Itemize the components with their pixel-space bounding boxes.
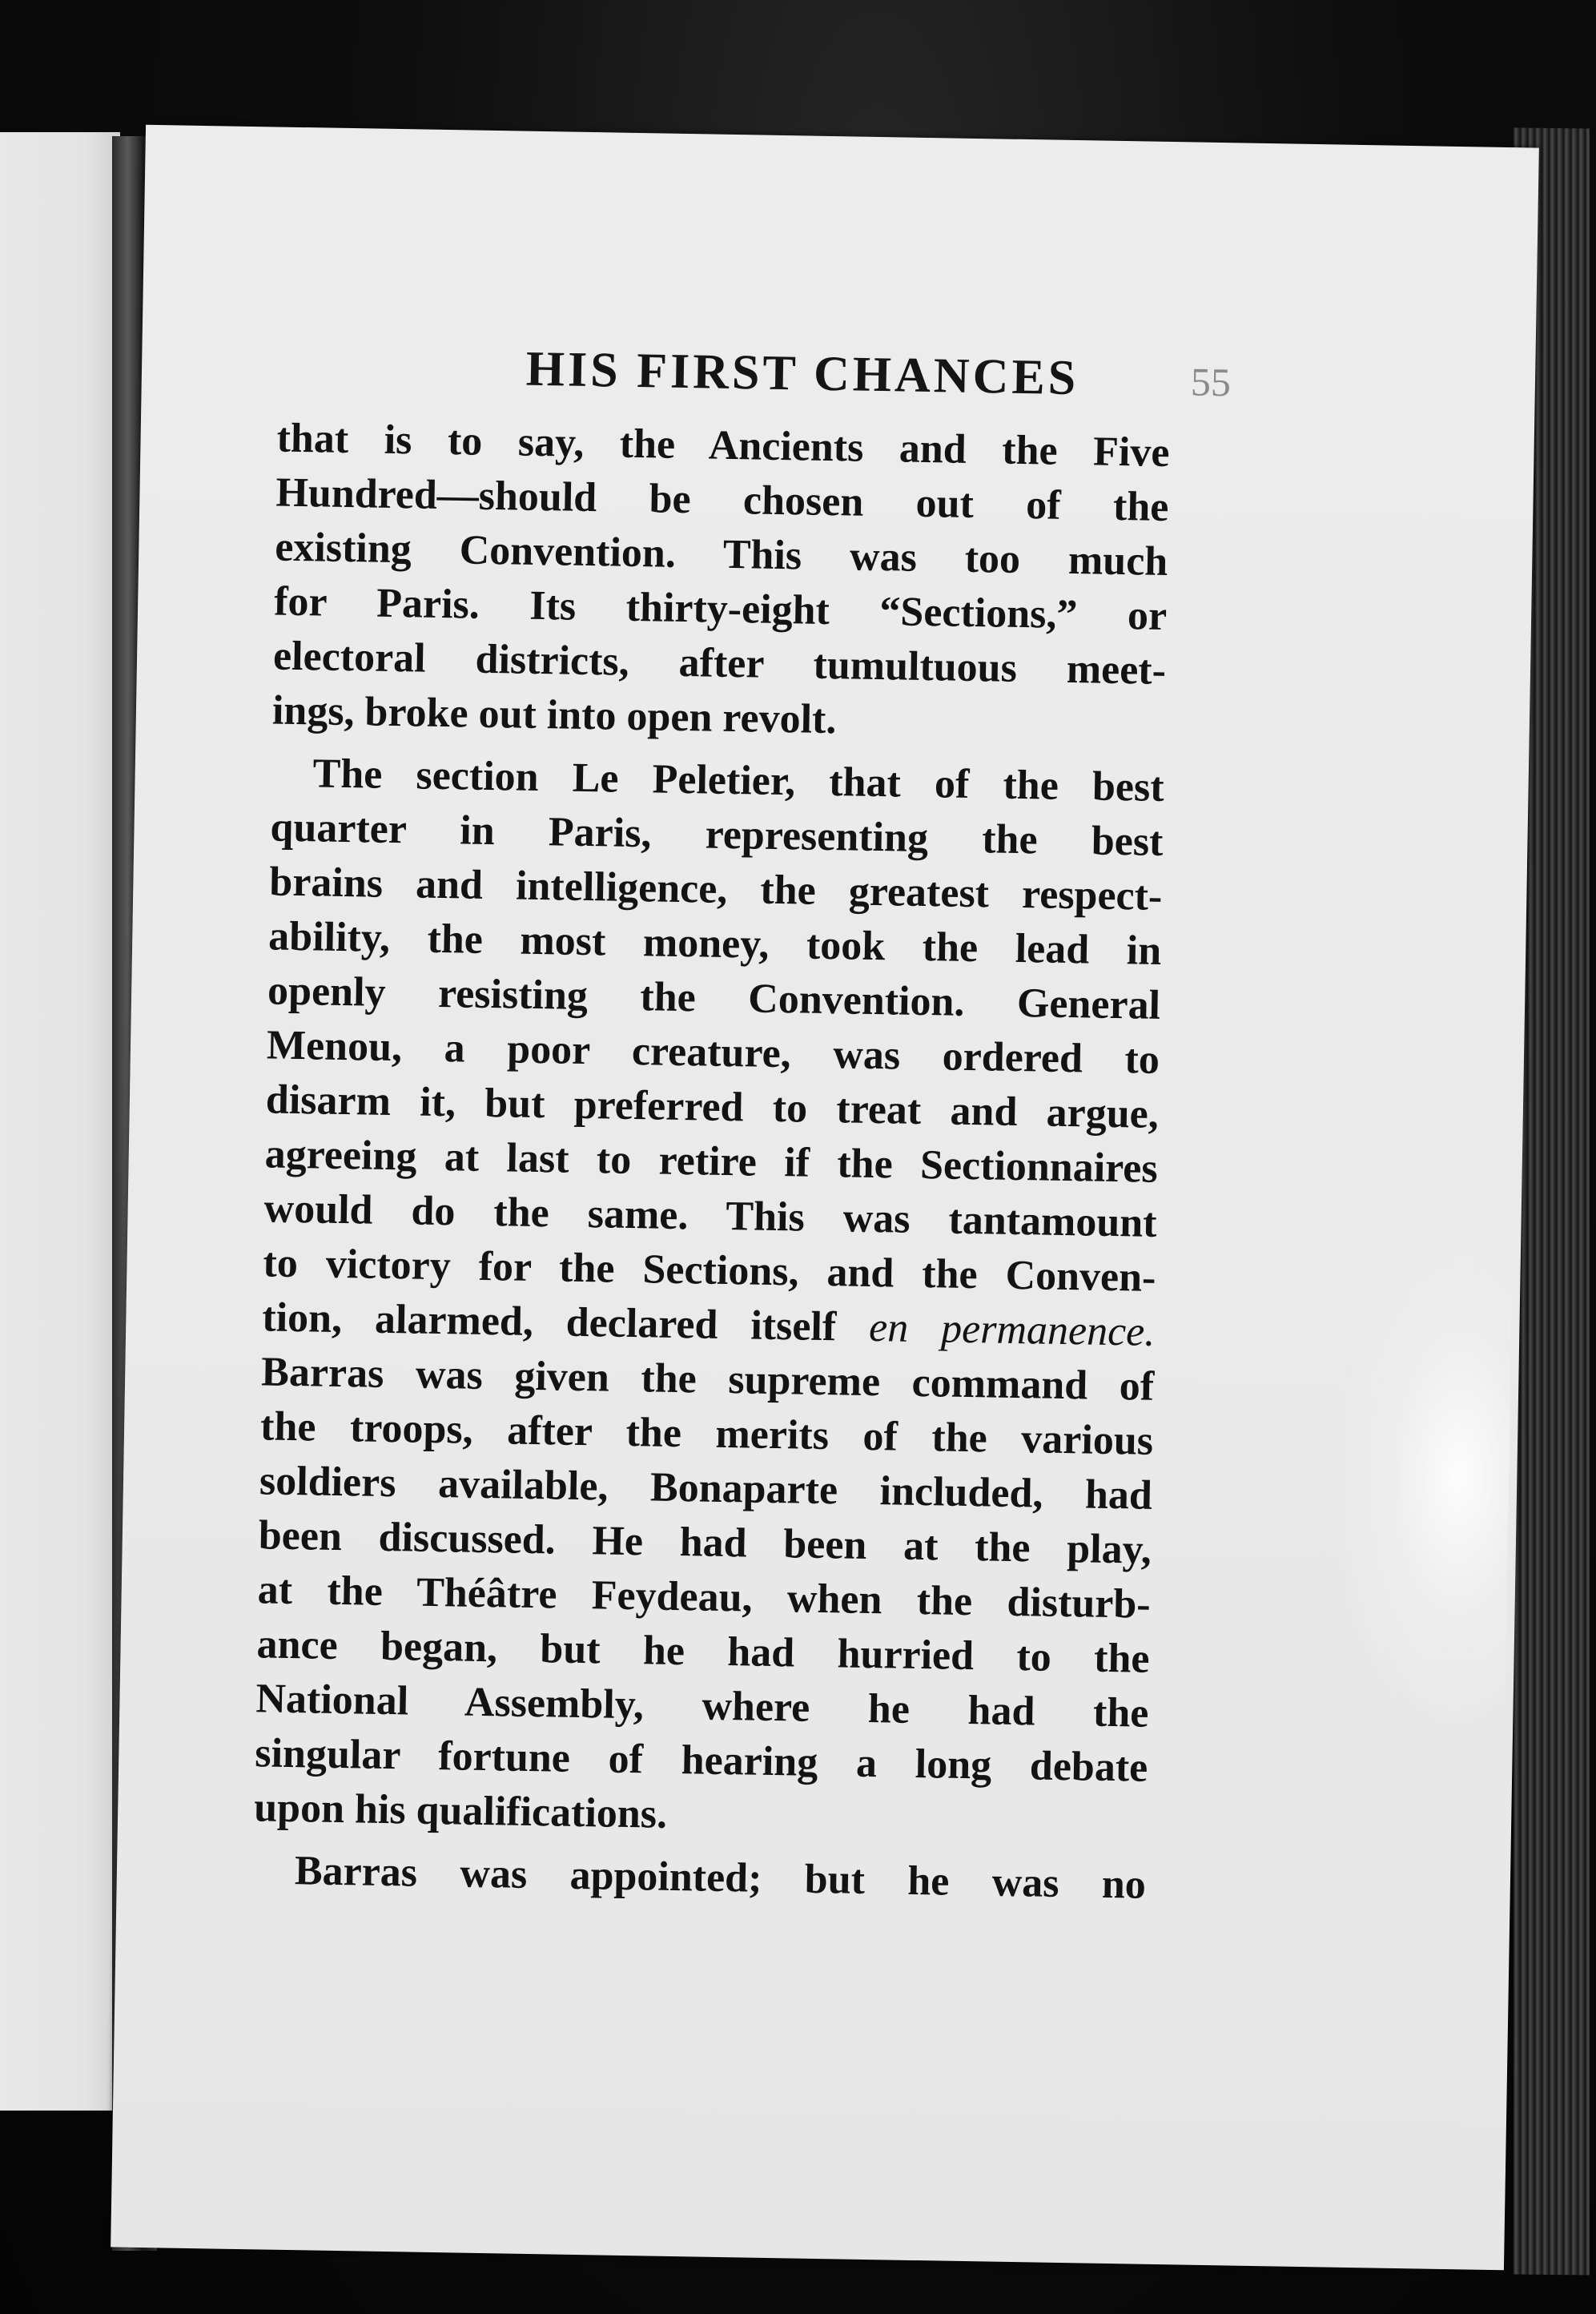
text-line: existing Convention. This was too much: [274, 524, 1168, 585]
text-line: to victory for the Sections, and the Conven-: [263, 1240, 1156, 1301]
text-line: agreeing at last to retire if the Sectionnaires: [264, 1131, 1159, 1192]
text-line: Hundred—should be chosen out of the: [275, 469, 1169, 530]
text-line: openly resisting the Convention. General: [267, 968, 1161, 1028]
text-line: quarter in Paris, representing the best: [270, 804, 1164, 865]
paragraph-1: [271, 412, 1170, 753]
text-line: Menou, a poor creature, was ordered to: [266, 1022, 1160, 1083]
paragraph-2: [254, 746, 1164, 1849]
text-line: for Paris. Its thirty-eight “Sections,” or: [273, 578, 1168, 639]
text-line: ance began, but he had hurried to the: [256, 1621, 1150, 1682]
text-line: the troops, after the merits of the various: [259, 1403, 1154, 1464]
text-line: soldiers available, Bonaparte included, had: [259, 1458, 1153, 1519]
page-number: 55: [1190, 359, 1232, 405]
text-line: that is to say, the Ancients and the Five: [276, 415, 1170, 477]
text-line: electoral districts, after tumultuous meet-: [272, 633, 1167, 694]
text-line: at the Théâtre Feydeau, when the disturb-: [257, 1567, 1152, 1628]
text-line: ability, the most money, took the lead in: [267, 913, 1162, 974]
running-head: HIS FIRST CHANCES: [525, 341, 1079, 406]
text-line: singular fortune of hearing a long debate: [254, 1730, 1148, 1791]
text-line: National Assembly, where he had the: [255, 1676, 1149, 1737]
text-line: Barras was appointed; but he was no: [294, 1848, 1147, 1908]
paper-stain: [1337, 1226, 1513, 1725]
text-line: disarm it, but preferred to treat and argue,: [265, 1077, 1160, 1137]
text-line: been discussed. He had been at the play,: [258, 1512, 1152, 1573]
text-line: brains and intelligence, the greatest respect-: [268, 859, 1163, 920]
text-line: Barras was given the supreme command of: [260, 1349, 1155, 1410]
book-page: [111, 125, 1539, 2270]
text-line: ings, broke out into open revolt.: [271, 687, 837, 743]
facing-page-edge: [0, 132, 120, 2111]
text-line: upon his qualifications.: [253, 1785, 668, 1837]
text-line: The section Le Peletier, that of the best: [312, 751, 1165, 811]
text-segment: tion, alarmed, declared itself: [261, 1294, 837, 1350]
text-line: would do the same. This was tantamount: [263, 1185, 1157, 1246]
italic-phrase: en permanence.: [868, 1304, 1156, 1355]
body-text: [252, 412, 1170, 1913]
